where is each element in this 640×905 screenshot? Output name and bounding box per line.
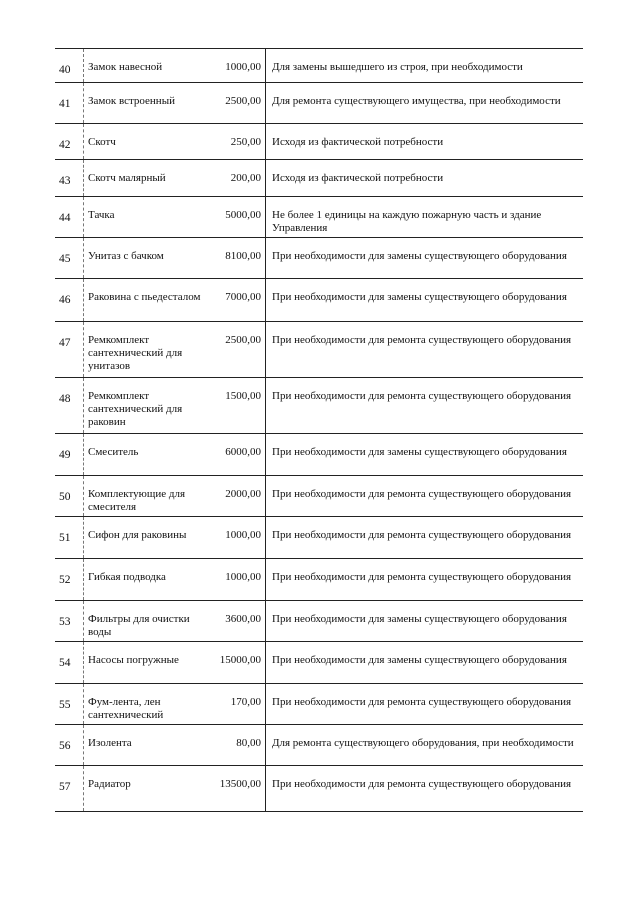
item-name: Замок встроенный [83,83,210,123]
item-name: Скотч [83,124,210,159]
item-note: При необходимости для ремонта существующего оборудования [265,766,583,811]
table-row [55,48,583,82]
table-row [55,558,583,600]
table-row [55,516,583,558]
table-row [55,196,583,237]
item-note: Не более 1 единицы на каждую пожарную часть и здание Управления [265,197,583,237]
item-price: 170,00 [230,696,261,708]
item-note: Исходя из фактической потребности [265,160,583,196]
item-name: Смеситель [83,434,210,475]
item-price: 1000,00 [225,571,261,583]
row-number: 51 [59,532,71,544]
row-number: 49 [59,449,71,461]
item-price: 2500,00 [225,95,261,107]
row-number: 44 [59,212,71,224]
item-price: 200,00 [230,172,261,184]
row-number: 57 [59,781,71,793]
row-number: 46 [59,294,71,306]
item-name: Радиатор [83,766,210,811]
row-number: 55 [59,699,71,711]
item-name: Унитаз с бачком [83,238,210,278]
item-name: Замок навесной [83,49,210,82]
item-note: Для ремонта существующего оборудования, при необходимости [265,725,583,765]
item-name: Тачка [83,197,210,237]
table-row [55,278,583,321]
item-price: 1000,00 [225,61,261,73]
item-note: При необходимости для замены существующего оборудования [265,601,583,641]
item-name: Гибкая подводка [83,559,210,600]
row-number: 45 [59,253,71,265]
row-number: 53 [59,616,71,628]
item-name: Комплектующие для смесителя [83,476,210,516]
item-price: 6000,00 [225,446,261,458]
item-price: 250,00 [230,136,261,148]
item-price: 1000,00 [225,529,261,541]
row-number: 40 [59,64,71,76]
table-row [55,475,583,516]
item-note: При необходимости для ремонта существующего оборудования [265,476,583,516]
item-name: Ремкомплект сантехнический для раковин [83,378,210,433]
table-row [55,433,583,475]
item-name: Скотч малярный [83,160,210,196]
supplies-table [55,48,583,812]
row-number: 42 [59,139,71,151]
item-name: Сифон для раковины [83,517,210,558]
item-price: 5000,00 [225,209,261,221]
row-number: 47 [59,337,71,349]
item-name: Фильтры для очистки воды [83,601,210,641]
item-note: При необходимости для ремонта существующего оборудования [265,322,583,377]
item-note: При необходимости для замены существующего оборудования [265,238,583,278]
row-number: 54 [59,657,71,669]
row-number: 50 [59,491,71,503]
item-name: Раковина с пьедесталом [83,279,210,321]
table-row [55,600,583,641]
item-price: 7000,00 [225,291,261,303]
table-row [55,765,583,812]
item-note: При необходимости для ремонта существующего оборудования [265,378,583,433]
item-name: Фум-лента, лен сантехнический [83,684,210,724]
item-name: Ремкомплект сантехнический для унитазов [83,322,210,377]
row-number: 56 [59,740,71,752]
table-row [55,82,583,123]
item-note: При необходимости для замены существующего оборудования [265,642,583,683]
row-number: 48 [59,393,71,405]
item-price: 80,00 [236,737,261,749]
table-row [55,237,583,278]
item-note: При необходимости для ремонта существующего оборудования [265,517,583,558]
item-price: 3600,00 [225,613,261,625]
item-price: 2000,00 [225,488,261,500]
item-note: Для ремонта существующего имущества, при необходимости [265,83,583,123]
item-note: Для замены вышедшего из строя, при необходимости [265,49,583,82]
item-price: 2500,00 [225,334,261,346]
table-row [55,321,583,377]
row-number: 43 [59,175,71,187]
item-price: 1500,00 [225,390,261,402]
item-note: При необходимости для ремонта существующего оборудования [265,559,583,600]
table-row [55,724,583,765]
item-price: 15000,00 [219,654,261,666]
row-number: 41 [59,98,71,110]
item-price: 8100,00 [225,250,261,262]
item-note: При необходимости для замены существующего оборудования [265,434,583,475]
table-row [55,641,583,683]
item-name: Изолента [83,725,210,765]
table-row [55,123,583,159]
item-note: Исходя из фактической потребности [265,124,583,159]
item-note: При необходимости для ремонта существующего оборудования [265,684,583,724]
row-number: 52 [59,574,71,586]
table-row [55,377,583,433]
item-note: При необходимости для замены существующего оборудования [265,279,583,321]
item-name: Насосы погружные [83,642,210,683]
table-row [55,683,583,724]
table-row [55,159,583,196]
item-price: 13500,00 [219,778,261,790]
